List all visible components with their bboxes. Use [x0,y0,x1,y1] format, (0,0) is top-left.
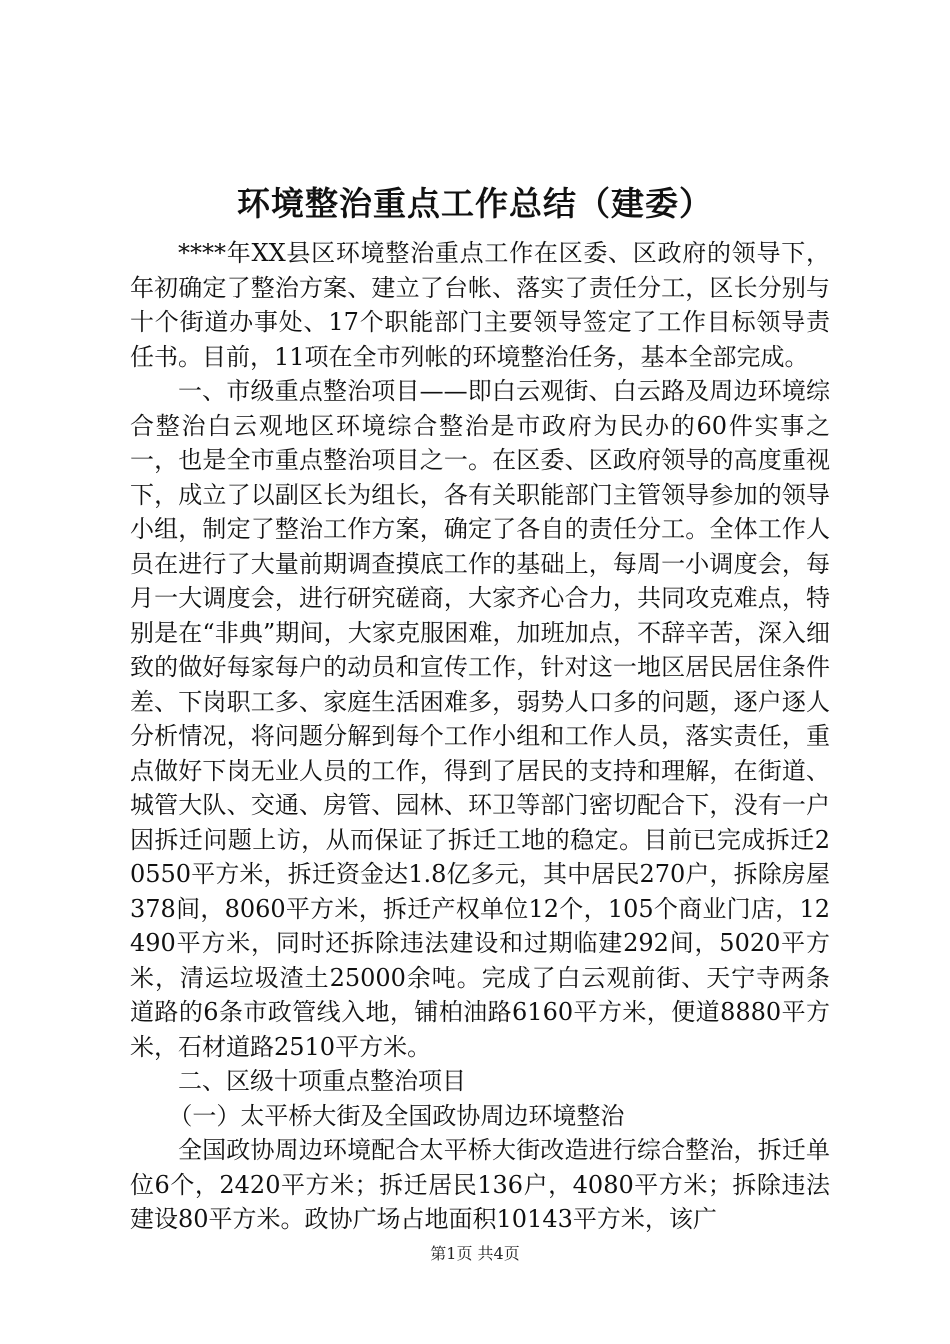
page-footer: 第1页 共4页 [430,1244,520,1263]
document-title: 环境整治重点工作总结（建委） [237,184,713,223]
subsection-heading: （一）太平桥大街及全国政协周边环境整治 [168,1101,625,1130]
section-two-heading: 二、区级十项重点整治项目 [178,1067,466,1095]
subsection-paragraph: 全国政协周边环境配合太平桥大街改造进行综合整治，拆迁单位6个，2420平方米；拆迁居民136户，4080平方米；拆除违法建设80平方米。政协广场占地面积10143平方米，该广 [130,1136,830,1233]
intro-paragraph: ****年XX县区环境整治重点工作在区委、区政府的领导下，年初确定了整治方案、建立了台帐、落实了责任分工，区长分别与十个街道办事处、17个职能部门主要领导签定了工作目标领导责任书。目前，11项在全市列帐的环境整治任务，基本全部完成。 [130,239,830,371]
section-one-paragraph: 一、市级重点整治项目——即白云观街、白云路及周边环境综合整治白云观地区环境综合整治是市政府为民办的60件实事之一，也是全市重点整治项目之一。在区委、区政府领导的高度重视下，成立了以副区长为组长，各有关职能部门主管领导参加的领导小组，制定了整治工作方案，确定了各自的责任分工。全体工作人员在进行了大量前期调查摸底工作的基础上，每周一小调度会，每月一大调度会，进行研究磋商，大家齐心合力，共同攻克难点，特别是在“非典”期间，大家克服困难，加班加点，不辞辛苦，深入细致的做好每家每户的动员和宣传工作，针对这一地区居民居住条件差、下岗职工多、家庭生活困难多，弱势人口多的问题，逐户逐人分析情况，将问题分解到每个工作小组和工作人员，落实责任，重点做好下岗无业人员的工作，得到了居民的支持和理解，在街道、城管大队、交通、房管、园林、环卫等部门密切配合下，没有一户因拆迁问题上访，从而保证了拆迁工地的稳定。目前已完成拆迁20550平方米，拆迁资金达1.8亿多元，其中居民270户，拆除房屋378间，8060平方米，拆迁产权单位12个，105个商业门店，12490平方米，同时还拆除违法建设和过期临建292间，5020平方米，清运垃圾渣土25000余吨。完成了白云观前街、天宁寺两条道路的6条市政管线入地，铺柏油路6160平方米，便道8880平方米，石材道路2510平方米。 [130,377,830,1061]
document-body [130,236,830,1237]
